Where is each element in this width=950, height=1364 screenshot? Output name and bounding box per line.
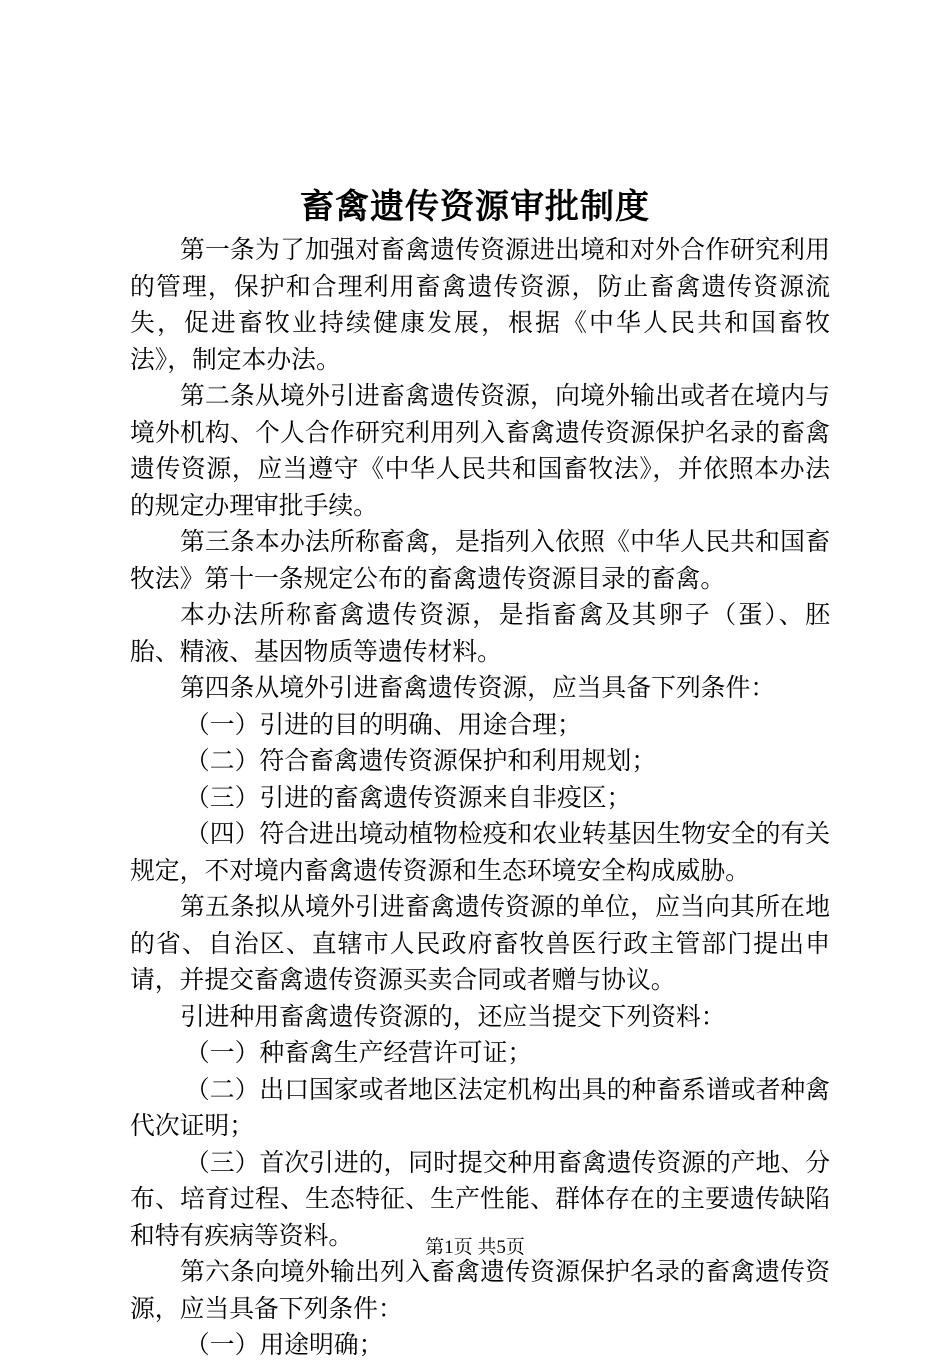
document-title: 畜禽遗传资源审批制度 [300,187,650,227]
list-item: （一）用途明确； [185,1330,384,1359]
page-footer: 第1页 共5页 [425,1237,525,1258]
list-item: （四）符合进出境动植物检疫和农业转基因生物安全的有关规定，不对境内畜禽遗传资源和生态环境安全构成威胁。 [130,819,830,885]
list-item: （一）种畜禽生产经营许可证； [185,1038,533,1067]
document-body [130,232,830,1364]
paragraph-article-3: 第三条本办法所称畜禽，是指列入依照《中华人民共和国畜牧法》第十一条规定公布的畜禽遗传资源目录的畜禽。 [130,527,830,593]
paragraph-article-4: 第四条从境外引进畜禽遗传资源，应当具备下列条件： [180,673,776,702]
list-item: （三）引进的畜禽遗传资源来自非疫区； [185,782,632,812]
paragraph-article-5: 第五条拟从境外引进畜禽遗传资源的单位，应当向其所在地的省、自治区、直辖市人民政府畜牧兽医行政主管部门提出申请，并提交畜禽遗传资源买卖合同或者赠与协议。 [130,892,830,994]
list-item: （二）出口国家或者地区法定机构出具的种畜系谱或者种禽代次证明； [130,1074,830,1140]
paragraph-article-5-materials: 引进种用畜禽遗传资源的，还应当提交下列资料： [180,1001,726,1031]
paragraph-article-2: 第二条从境外引进畜禽遗传资源，向境外输出或者在境内与境外机构、个人合作研究利用列入畜禽遗传资源保护名录的畜禽遗传资源，应当遵守《中华人民共和国畜牧法》，并依照本办法的规定办理审批手续。 [130,381,830,520]
list-item: （三）首次引进的，同时提交种用畜禽遗传资源的产地、分布、培育过程、生态特征、生产性能、群体存在的主要遗传缺陷和特有疾病等资料。 [130,1147,830,1250]
paragraph-article-6: 第六条向境外输出列入畜禽遗传资源保护名录的畜禽遗传资源，应当具备下列条件： [130,1257,830,1323]
paragraph-article-1: 第一条为了加强对畜禽遗传资源进出境和对外合作研究利用的管理，保护和合理利用畜禽遗传资源，防止畜禽遗传资源流失，促进畜牧业持续健康发展，根据《中华人民共和国畜牧法》，制定本办法。 [130,235,830,374]
paragraph-article-3-definition: 本办法所称畜禽遗传资源，是指畜禽及其卵子（蛋）、胚胎、精液、基因物质等遗传材料。 [130,600,830,666]
list-item: （二）符合畜禽遗传资源保护和利用规划； [185,746,657,775]
list-item: （一）引进的目的明确、用途合理； [185,709,582,739]
